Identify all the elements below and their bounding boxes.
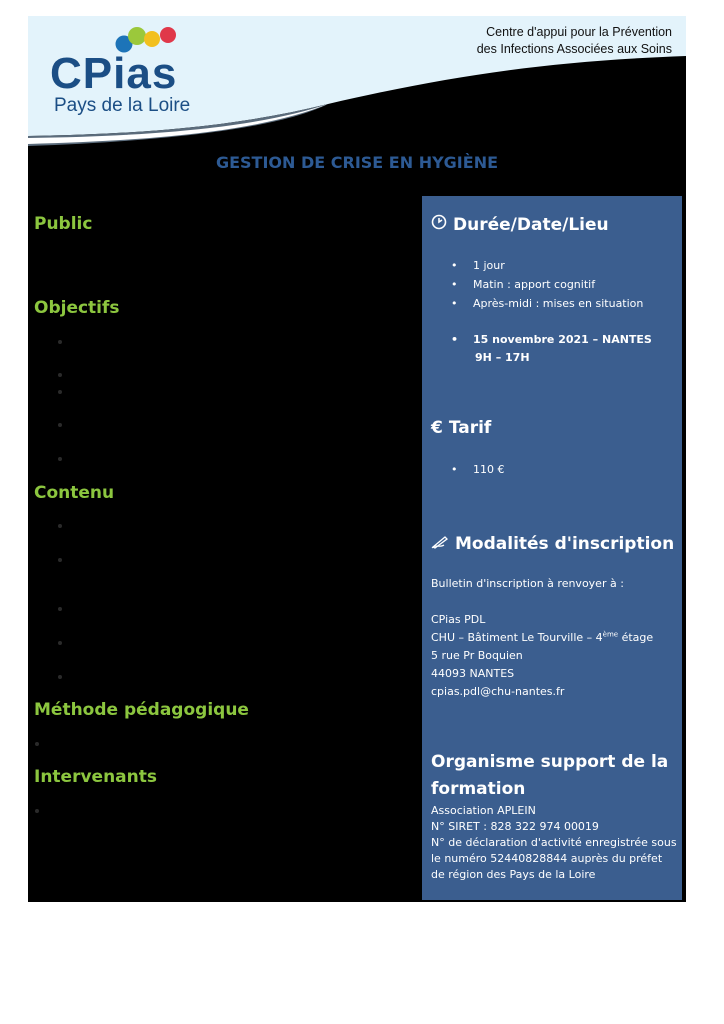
bullet bbox=[58, 675, 62, 679]
date-list bbox=[431, 330, 652, 349]
bullet bbox=[58, 607, 62, 611]
bullet bbox=[58, 641, 62, 645]
section-intervenants: Intervenants bbox=[34, 767, 158, 787]
bullet bbox=[35, 742, 39, 746]
duree-list bbox=[431, 256, 643, 313]
duree-heading: Durée/Date/Lieu bbox=[431, 214, 609, 235]
bullet bbox=[35, 809, 39, 813]
address-line: CPias PDL bbox=[431, 613, 486, 626]
inscription-intro: Bulletin d'inscription à renvoyer à : bbox=[431, 577, 624, 590]
clock-icon bbox=[431, 214, 447, 235]
page-title: GESTION DE CRISE EN HYGIÈNE bbox=[215, 153, 499, 172]
organisme-line: de région des Pays de la Loire bbox=[431, 868, 596, 881]
address-line: CHU – Bâtiment Le Tourville – 4ème étage bbox=[431, 630, 654, 644]
bullet bbox=[58, 457, 62, 461]
list-item: • 1 jour bbox=[431, 256, 643, 275]
org-name-line1: Centre d'appui pour la Prévention bbox=[486, 25, 672, 39]
tarif-list bbox=[431, 460, 505, 479]
section-contenu: Contenu bbox=[34, 483, 115, 503]
bullet bbox=[58, 390, 62, 394]
logo-subtitle: Pays de la Loire bbox=[54, 95, 191, 116]
logo-text: CPias bbox=[50, 49, 178, 98]
section-objectifs: Objectifs bbox=[34, 298, 120, 318]
bullet bbox=[58, 340, 62, 344]
inscription-heading: Modalités d'inscription bbox=[431, 534, 674, 554]
organisme-heading-line1: Organisme support de la bbox=[431, 752, 669, 772]
email-link[interactable]: cpias.pdl@chu-nantes.fr bbox=[431, 685, 565, 698]
organisme-heading-line2: formation bbox=[431, 779, 526, 799]
list-item: • Après-midi : mises en situation bbox=[431, 294, 643, 313]
date-item: • 15 novembre 2021 – NANTES bbox=[431, 330, 652, 349]
organisme-line: Association APLEIN bbox=[431, 804, 536, 817]
address-line: 5 rue Pr Boquien bbox=[431, 649, 523, 662]
organisme-line: N° de déclaration d'activité enregistrée sous bbox=[431, 836, 677, 849]
list-item: • Matin : apport cognitif bbox=[431, 275, 643, 294]
bullet bbox=[58, 524, 62, 528]
bullet bbox=[58, 423, 62, 427]
section-public: Public bbox=[34, 214, 93, 234]
bullet bbox=[58, 373, 62, 377]
section-methode: Méthode pédagogique bbox=[34, 700, 249, 720]
tarif-heading: € Tarif bbox=[431, 418, 492, 438]
hours-text: 9H – 17H bbox=[475, 351, 530, 364]
organisme-line: le numéro 52440828844 auprès du préfet bbox=[431, 852, 663, 865]
euro-icon: € bbox=[431, 418, 443, 438]
organisme-line: N° SIRET : 828 322 974 00019 bbox=[431, 820, 599, 833]
info-panel bbox=[422, 196, 682, 900]
bullet bbox=[58, 558, 62, 562]
document-page bbox=[28, 16, 686, 902]
org-name-line2: des Infections Associées aux Soins bbox=[476, 42, 672, 56]
price-item: • 110 € bbox=[431, 460, 505, 479]
pen-icon bbox=[431, 534, 449, 554]
address-line: 44093 NANTES bbox=[431, 667, 515, 680]
